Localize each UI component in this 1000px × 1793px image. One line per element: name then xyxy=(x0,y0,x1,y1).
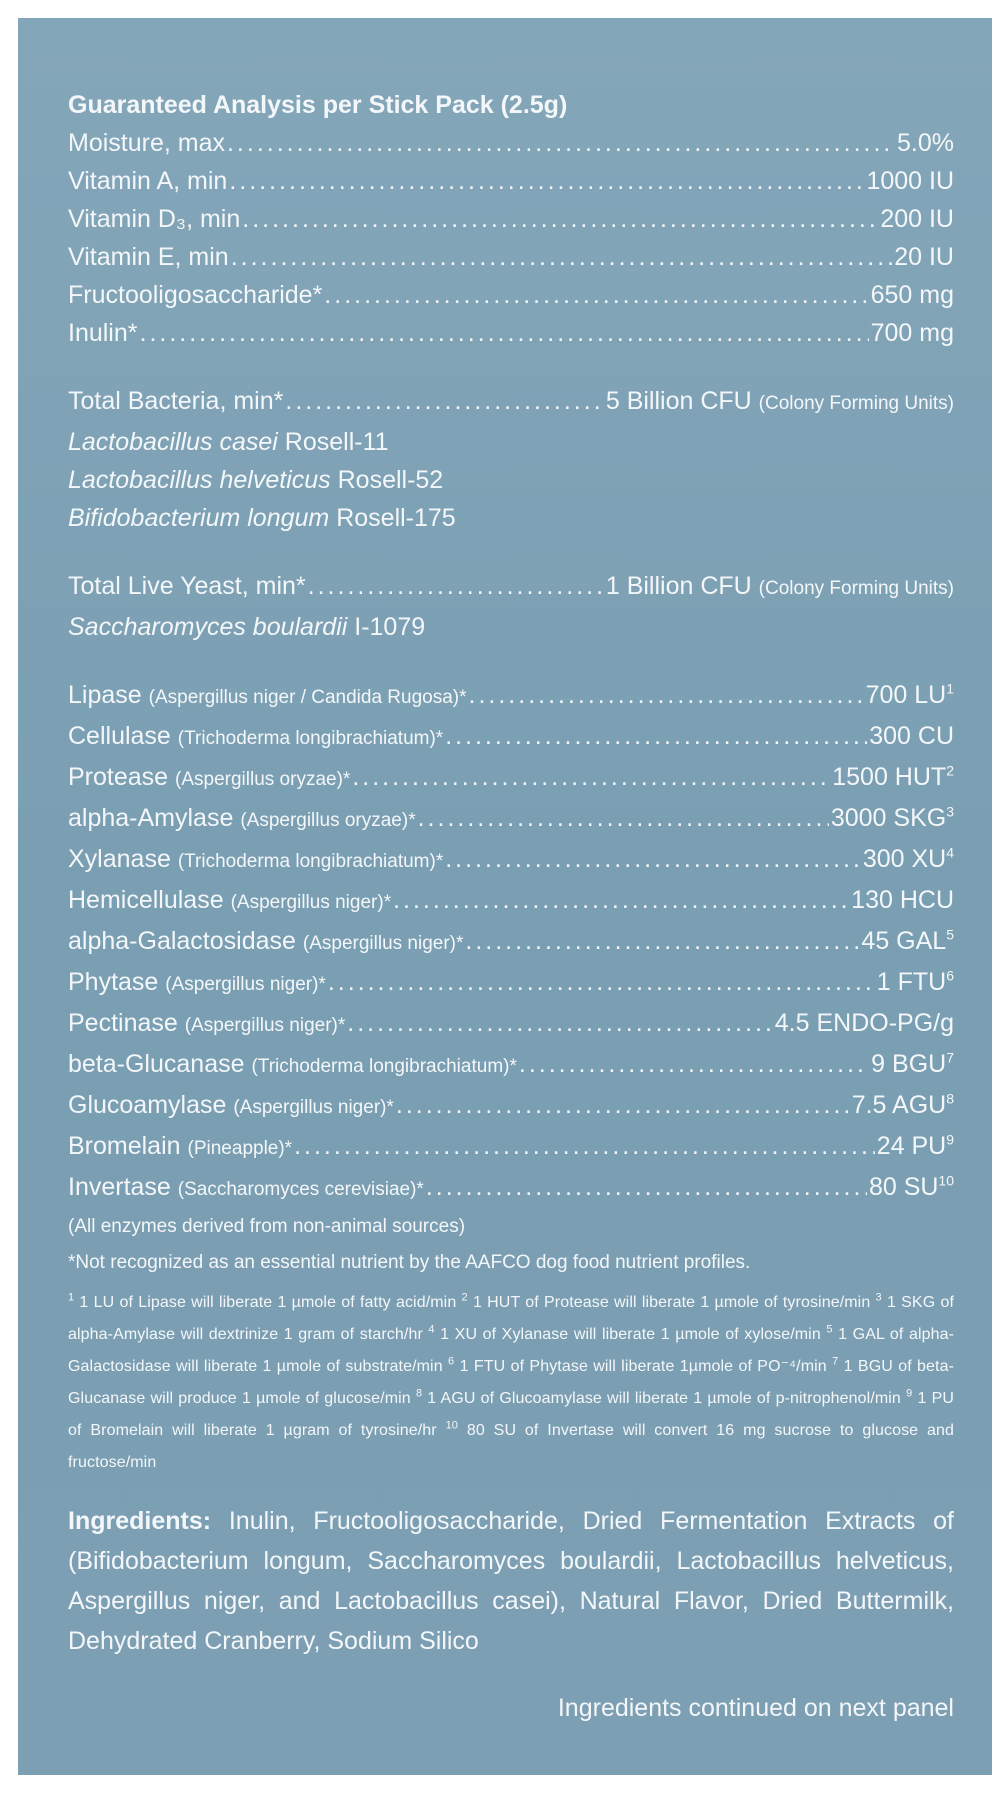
enzyme-label xyxy=(68,1045,517,1086)
yeast-value: 1 Billion CFU xyxy=(605,572,752,600)
footnote xyxy=(428,1323,826,1343)
enzyme-row xyxy=(68,1127,954,1168)
enzyme-label xyxy=(68,758,350,799)
analysis-row xyxy=(68,314,954,352)
strain-id: Rosell-11 xyxy=(284,428,389,456)
unit-footnotes xyxy=(68,1287,954,1479)
bacteria-value: 5 Billion CFU xyxy=(605,387,752,415)
enzyme-value xyxy=(877,1127,954,1165)
enzyme-amount: 9 BGU xyxy=(871,1050,947,1078)
enzyme-label xyxy=(68,676,467,717)
ingredients-paragraph xyxy=(68,1501,954,1661)
enzyme-label xyxy=(68,1168,424,1209)
footnote-number: 6 xyxy=(448,1355,455,1368)
footnote-text: 1 XU of Xylanase will liberate 1 µmole of xylose/min xyxy=(440,1326,821,1343)
leader-dots xyxy=(469,676,864,714)
leader-dots xyxy=(227,124,895,162)
enzyme-amount: 300 XU xyxy=(862,845,947,873)
enzyme-label xyxy=(68,799,416,840)
ingredients-label: Ingredients: xyxy=(68,1507,212,1535)
footnote-text: 1 GAL of alpha-Galactosidase will liberate 1 µmole of substrate/min xyxy=(68,1326,955,1375)
analysis-label: Vitamin A, min xyxy=(68,167,228,195)
guaranteed-analysis-title: Guaranteed Analysis per Stick Pack (2.5g) xyxy=(68,91,568,119)
enzyme-value xyxy=(851,881,954,919)
enzyme-value xyxy=(861,922,954,960)
analysis-row xyxy=(68,162,954,200)
enzyme-name: Cellulase xyxy=(68,722,171,750)
enzyme-value xyxy=(871,1045,954,1083)
leader-dots xyxy=(242,200,878,238)
leader-dots xyxy=(418,799,829,837)
enzyme-value xyxy=(869,1168,954,1206)
footnote-number: 1 xyxy=(68,1291,75,1304)
footnote-text: 1 AGU of Glucoamylase will liberate 1 µmole of p-nitrophenol/min xyxy=(427,1390,901,1407)
strain-species: Saccharomyces boulardii xyxy=(68,613,348,641)
leader-dots xyxy=(140,314,869,352)
enzyme-value xyxy=(866,676,954,714)
enzyme-amount: 130 HCU xyxy=(851,886,954,914)
leader-dots xyxy=(465,922,859,960)
footnote-ref: 6 xyxy=(946,967,954,984)
enzyme-source: (Aspergillus niger / Candida Rugosa)* xyxy=(148,687,467,708)
analysis-value: 650 mg xyxy=(870,281,954,309)
strain-species: Bifidobacterium longum xyxy=(68,504,330,532)
bacteria-label: Total Bacteria, min* xyxy=(68,387,284,415)
enzyme-amount: 300 CU xyxy=(869,722,954,750)
footnote-number: 3 xyxy=(875,1291,882,1304)
ingredients-text: Inulin, Fructooligosaccharide, Dried Fermentation Extracts of (Bifidobacterium longum, Saccharomyces boulardii, Lactobacillus helveticus, Aspergillus niger, and Lactobacillus casei), Natural Flavor, Dried Buttermilk, Dehydrated Cranberry, Sodium Silico xyxy=(68,1507,954,1655)
enzyme-label xyxy=(68,1127,292,1168)
enzyme-list xyxy=(68,676,954,1209)
enzyme-name: Pectinase xyxy=(68,1009,178,1037)
enzyme-name: Invertase xyxy=(68,1173,171,1201)
enzyme-label xyxy=(68,1004,345,1045)
enzyme-source: (Pineapple)* xyxy=(187,1138,293,1159)
strain-id: Rosell-52 xyxy=(337,466,444,494)
enzyme-name: Hemicellulase xyxy=(68,886,224,914)
yeast-unit-note: (Colony Forming Units) xyxy=(758,578,954,599)
enzyme-amount: 45 GAL xyxy=(861,927,947,955)
enzyme-row xyxy=(68,676,954,717)
enzyme-amount: 3000 SKG xyxy=(830,804,947,832)
leader-dots xyxy=(229,162,864,200)
enzyme-row xyxy=(68,717,954,758)
footnote-number: 10 xyxy=(445,1419,458,1432)
analysis-value: 200 IU xyxy=(880,205,954,233)
footnote-text: 80 SU of Invertase will convert 16 mg sucrose to glucose and fructose/min xyxy=(68,1422,955,1471)
enzyme-value xyxy=(831,799,954,837)
yeast-label: Total Live Yeast, min* xyxy=(68,572,306,600)
enzyme-label xyxy=(68,963,326,1004)
analysis-row xyxy=(68,200,954,238)
leader-dots xyxy=(426,1168,867,1206)
footnote-text: 1 HUT of Protease will liberate 1 µmole of tyrosine/min xyxy=(472,1294,871,1311)
strain-species: Lactobacillus casei xyxy=(68,428,278,456)
enzyme-row xyxy=(68,922,954,963)
enzyme-amount: 1 FTU xyxy=(876,968,947,996)
enzyme-name: Lipase xyxy=(68,681,142,709)
enzyme-amount: 24 PU xyxy=(876,1132,947,1160)
footnote-number: 8 xyxy=(415,1387,423,1400)
enzyme-value xyxy=(832,758,954,796)
analysis-row xyxy=(68,276,954,314)
strain-species: Lactobacillus helveticus xyxy=(68,466,331,494)
analysis-list xyxy=(68,124,954,352)
enzyme-name: Protease xyxy=(68,763,169,791)
enzyme-source: (Aspergillus niger)* xyxy=(184,1015,346,1036)
enzyme-row xyxy=(68,799,954,840)
enzyme-name: alpha-Galactosidase xyxy=(68,927,296,955)
footnote-number: 9 xyxy=(906,1387,913,1400)
enzyme-label xyxy=(68,717,443,758)
enzyme-name: beta-Glucanase xyxy=(68,1050,245,1078)
strain-id: I-1079 xyxy=(354,613,426,641)
leader-dots xyxy=(285,382,603,420)
enzyme-value xyxy=(869,717,954,755)
analysis-value: 700 mg xyxy=(870,319,954,347)
footnote-ref: 1 xyxy=(946,680,954,697)
leader-dots xyxy=(445,840,861,878)
enzyme-value xyxy=(775,1004,954,1042)
enzyme-source: (Saccharomyces cerevisiae)* xyxy=(177,1179,424,1200)
footnote xyxy=(461,1291,876,1311)
label-content xyxy=(68,86,954,1727)
total-yeast-row xyxy=(68,567,954,608)
analysis-value: 20 IU xyxy=(894,243,954,271)
enzyme-source: (Trichoderma longibrachiatum)* xyxy=(251,1056,517,1077)
enzyme-source: (Aspergillus niger)* xyxy=(165,974,326,995)
enzyme-amount: 7.5 AGU xyxy=(851,1091,947,1119)
enzyme-amount: 700 LU xyxy=(865,681,947,709)
enzyme-name: Glucoamylase xyxy=(68,1091,227,1119)
enzyme-name: Xylanase xyxy=(68,845,171,873)
leader-dots xyxy=(308,567,604,605)
enzyme-row xyxy=(68,1168,954,1209)
leader-dots xyxy=(231,238,893,276)
enzyme-label xyxy=(68,840,443,881)
footnote-number: 4 xyxy=(428,1323,435,1336)
enzyme-label xyxy=(68,881,391,922)
leader-dots xyxy=(445,717,867,755)
enzyme-row xyxy=(68,1004,954,1045)
label-panel xyxy=(18,18,992,1775)
enzyme-source-note: (All enzymes derived from non-animal sources) xyxy=(68,1216,466,1237)
footnote-text: 1 FTU of Phytase will liberate 1µmole of PO⁻⁴/min xyxy=(459,1358,827,1375)
enzyme-row xyxy=(68,881,954,922)
aafco-note: *Not recognized as an essential nutrient by the AAFCO dog food nutrient profiles. xyxy=(68,1252,751,1273)
enzyme-source: (Aspergillus oryzae)* xyxy=(175,769,351,790)
footnote-ref: 8 xyxy=(946,1090,954,1107)
strain-line xyxy=(68,499,954,537)
leader-dots xyxy=(519,1045,869,1083)
analysis-row xyxy=(68,124,954,162)
enzyme-value xyxy=(863,840,954,878)
footnote-text: 1 SKG of alpha-Amylase will dextrinize 1 gram of starch/hr xyxy=(68,1294,954,1343)
footnote-ref: 4 xyxy=(946,844,954,861)
enzyme-source: (Trichoderma longibrachiatum)* xyxy=(177,728,444,749)
enzyme-name: alpha-Amylase xyxy=(68,804,234,832)
enzyme-value xyxy=(877,963,954,1001)
enzyme-source: (Aspergillus niger)* xyxy=(230,892,392,913)
leader-dots xyxy=(396,1086,850,1124)
leader-dots xyxy=(347,1004,773,1042)
analysis-row xyxy=(68,238,954,276)
leader-dots xyxy=(328,963,875,1001)
footnote-ref: 2 xyxy=(946,762,954,779)
enzyme-row xyxy=(68,1045,954,1086)
enzyme-source: (Aspergillus niger)* xyxy=(302,933,464,954)
footnote-text: 1 PU of Bromelain will liberate 1 µgram of tyrosine/hr xyxy=(68,1390,955,1439)
enzyme-amount: 4.5 ENDO-PG/g xyxy=(774,1009,954,1037)
footnote-ref: 9 xyxy=(946,1131,954,1148)
footnote-number: 5 xyxy=(826,1323,833,1336)
analysis-value: 5.0% xyxy=(897,129,954,157)
footnote-ref: 7 xyxy=(946,1049,954,1066)
total-bacteria-row xyxy=(68,382,954,423)
enzyme-source: (Aspergillus niger)* xyxy=(233,1097,394,1118)
continued-note: Ingredients continued on next panel xyxy=(557,1694,954,1722)
strain-line xyxy=(68,461,954,499)
footnote-ref: 3 xyxy=(946,803,954,820)
footnote xyxy=(415,1387,906,1407)
footnote-ref: 10 xyxy=(938,1172,954,1189)
strain-line xyxy=(68,423,954,461)
enzyme-amount: 80 SU xyxy=(868,1173,939,1201)
footnote-number: 7 xyxy=(832,1355,839,1368)
leader-dots xyxy=(352,758,830,796)
enzyme-value xyxy=(852,1086,954,1124)
footnote xyxy=(68,1291,462,1311)
analysis-label: Inulin* xyxy=(68,319,138,347)
bacteria-unit-note: (Colony Forming Units) xyxy=(758,393,954,414)
footnote-text: 1 BGU of beta-Glucanase will produce 1 µmole of glucose/min xyxy=(68,1358,955,1407)
strain-line xyxy=(68,608,954,646)
leader-dots xyxy=(294,1127,875,1165)
footnote-number: 2 xyxy=(461,1291,468,1304)
leader-dots xyxy=(393,881,849,919)
footnote-text: 1 LU of Lipase will liberate 1 µmole of fatty acid/min xyxy=(79,1294,457,1311)
enzyme-source: (Aspergillus oryzae)* xyxy=(240,810,416,831)
analysis-label: Fructooligosaccharide* xyxy=(68,281,323,309)
footnote-ref: 5 xyxy=(946,926,954,943)
analysis-label: Moisture, max xyxy=(68,129,225,157)
enzyme-row xyxy=(68,1086,954,1127)
enzyme-label xyxy=(68,1086,394,1127)
enzyme-source: (Trichoderma longibrachiatum)* xyxy=(177,851,444,872)
analysis-label: Vitamin D₃, min xyxy=(68,205,241,233)
footnote xyxy=(448,1355,832,1375)
analysis-value: 1000 IU xyxy=(866,167,954,195)
enzyme-row xyxy=(68,758,954,799)
enzyme-name: Phytase xyxy=(68,968,159,996)
enzyme-label xyxy=(68,922,463,963)
enzyme-amount: 1500 HUT xyxy=(832,763,947,791)
leader-dots xyxy=(324,276,868,314)
enzyme-name: Bromelain xyxy=(68,1132,181,1160)
enzyme-row xyxy=(68,963,954,1004)
enzyme-row xyxy=(68,840,954,881)
strain-id: Rosell-175 xyxy=(336,504,456,532)
analysis-label: Vitamin E, min xyxy=(68,243,229,271)
